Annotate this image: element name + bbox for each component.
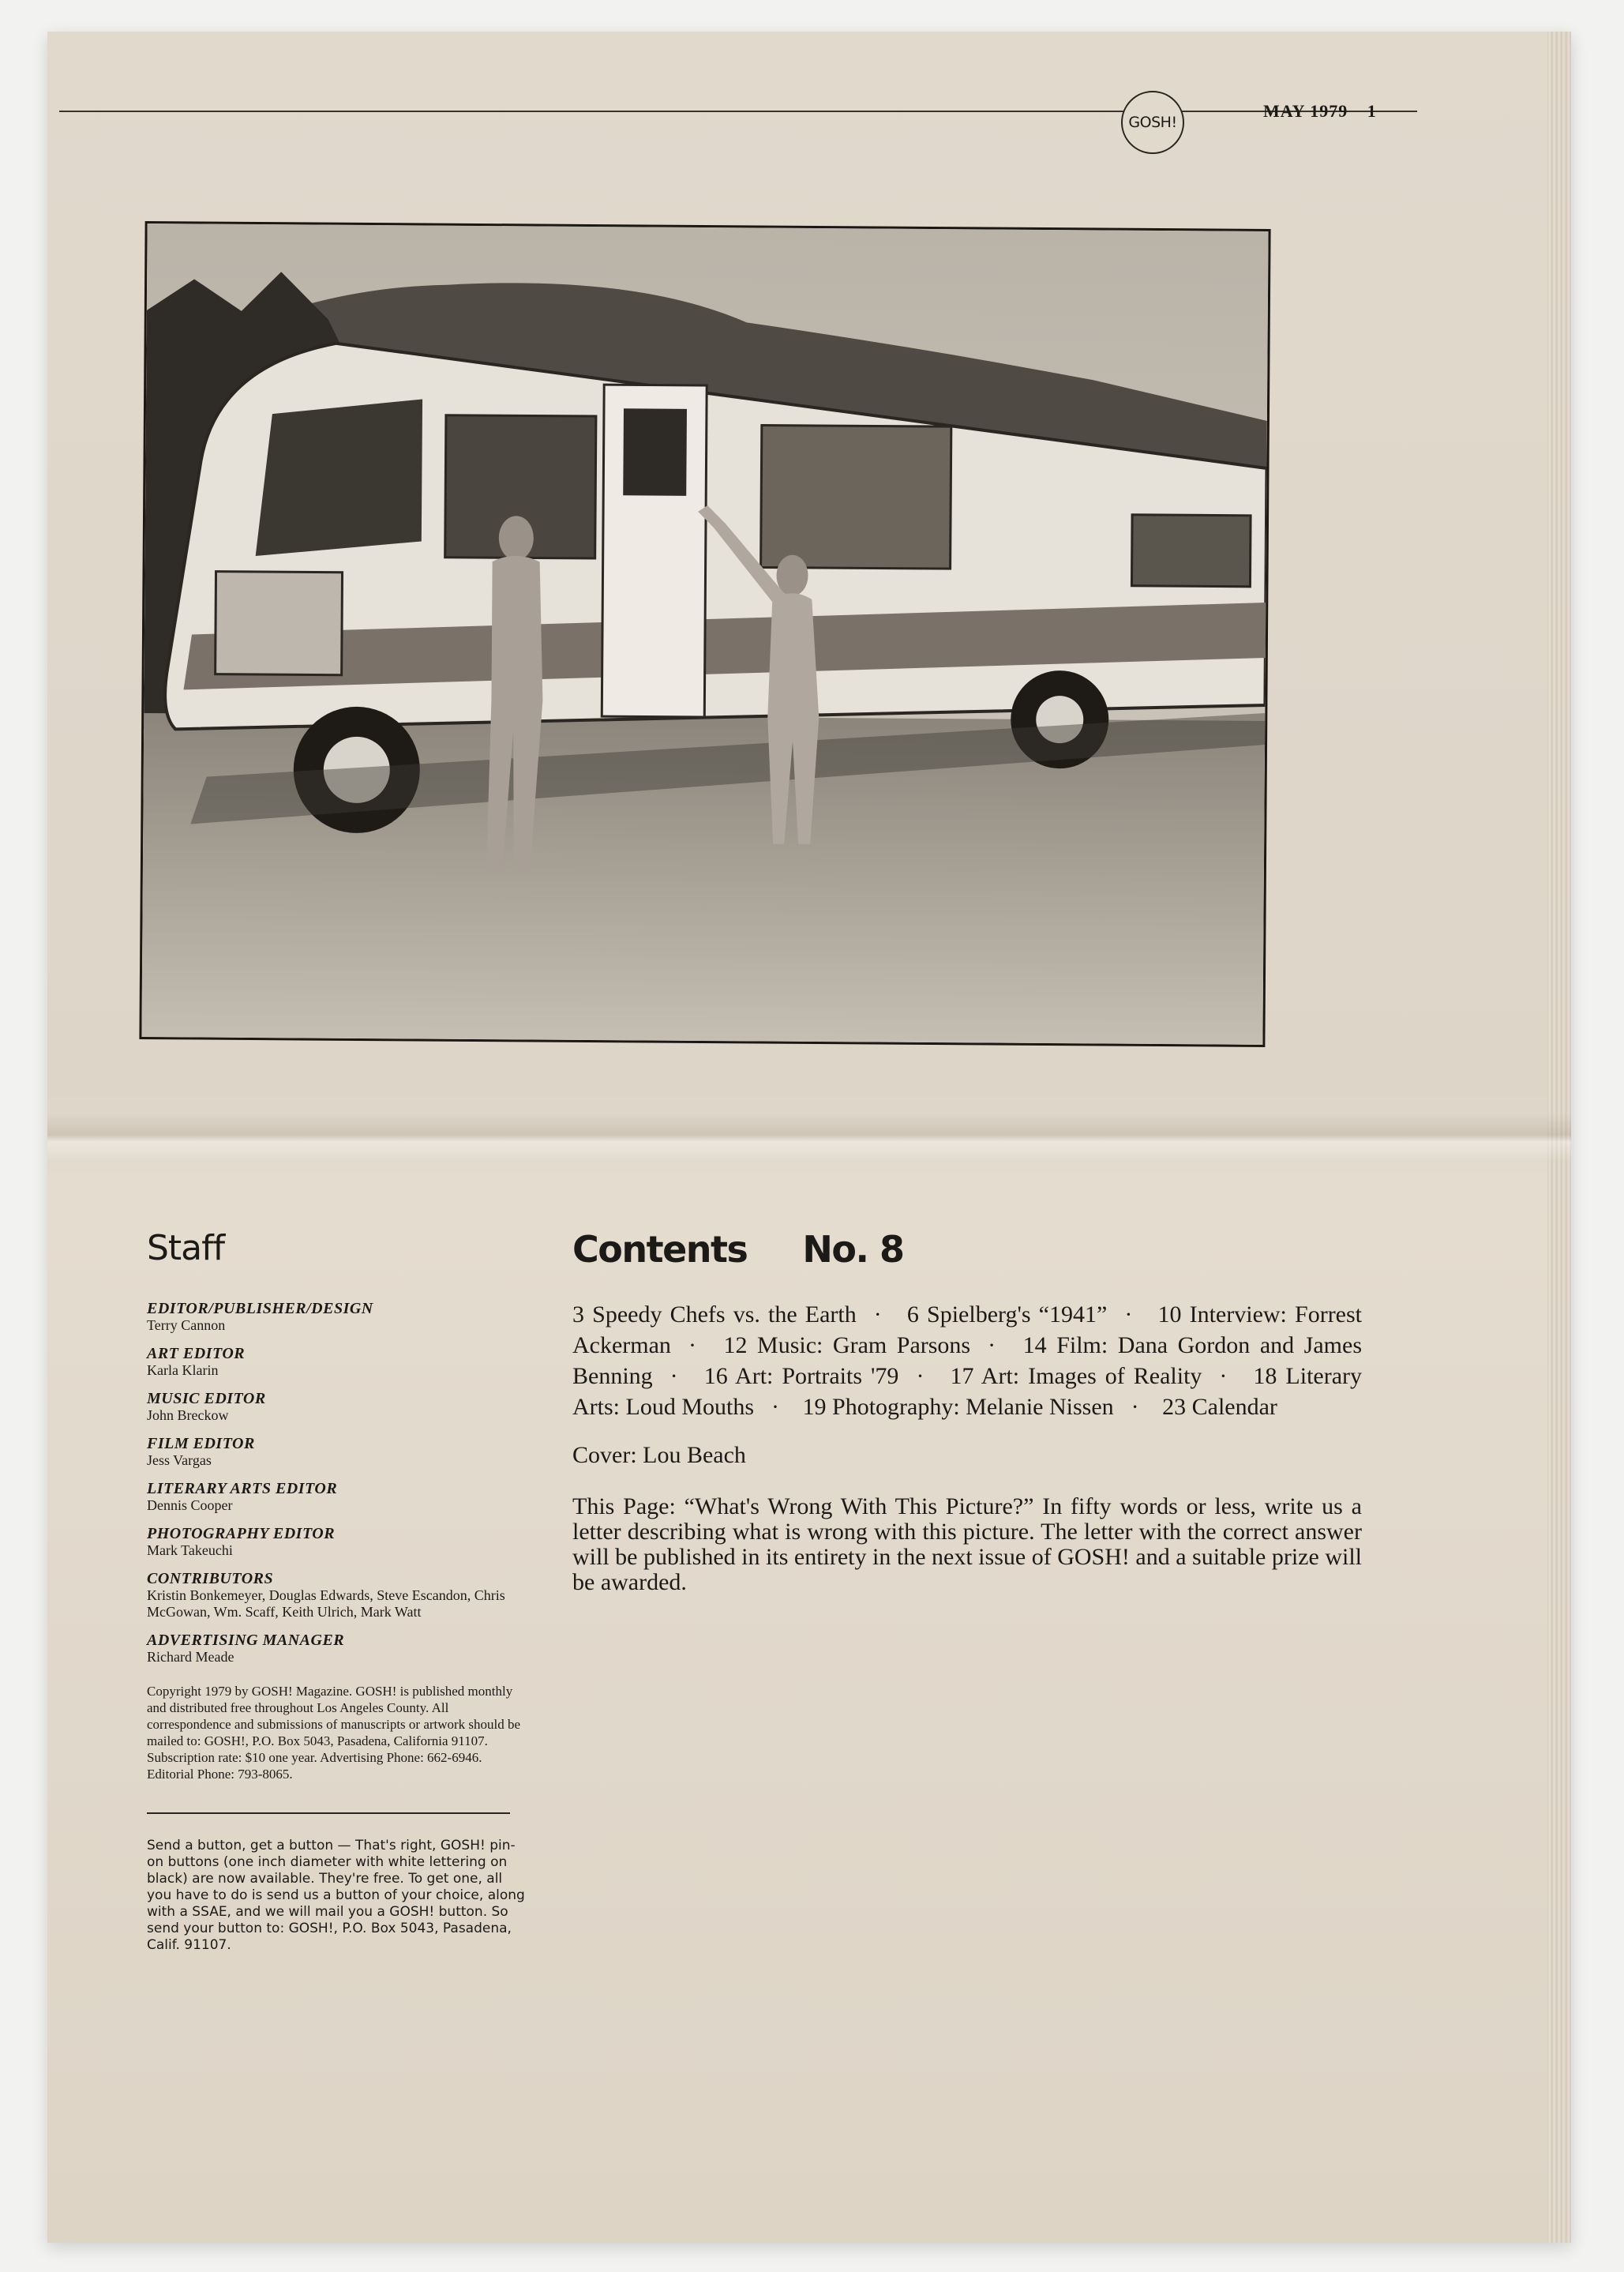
- gosh-logo: [1121, 91, 1184, 154]
- staff-entry: [147, 1300, 526, 1334]
- staff-entry: [147, 1480, 526, 1514]
- issue-number: No. 8: [802, 1228, 904, 1271]
- toc-item: 23 Calendar: [1162, 1394, 1277, 1420]
- toc-separator: ·: [771, 1394, 780, 1420]
- copyright-notice: Copyright 1979 by GOSH! Magazine. GOSH! is published monthly and distributed free throughout Los Angeles County. All correspondence and submissions of manuscripts or artwork should be mailed to: GOSH!, P.O. Box 5043, Pasadena, California 91107. Subscription rate: $10 one year. Advertising Phone: 662-6946. Editorial Phone: 793-8065.: [147, 1684, 521, 1782]
- toc-separator: ·: [916, 1363, 925, 1389]
- toc-item: 14 Film: Dana Gordon and James Benning: [572, 1332, 1362, 1389]
- staff-role: FILM EDITOR: [147, 1435, 255, 1452]
- toc-item: 19 Photography: Melanie Nissen: [802, 1394, 1114, 1420]
- staff-role: CONTRIBUTORS: [147, 1570, 274, 1587]
- staff-names: Mark Takeuchi: [147, 1542, 233, 1558]
- toc-separator: ·: [1124, 1301, 1133, 1328]
- header-rule: [59, 111, 1417, 112]
- toc-separator: ·: [1219, 1363, 1228, 1389]
- staff-column: [147, 1228, 526, 1954]
- staff-names: Kristin Bonkemeyer, Douglas Edwards, Steve Escandon, Chris McGowan, Wm. Scaff, Keith Ulrich, Mark Watt: [147, 1587, 505, 1620]
- photo-rv-desert-icon: [139, 221, 1270, 1047]
- staff-names: Terry Cannon: [147, 1317, 226, 1333]
- staff-role: MUSIC EDITOR: [147, 1390, 266, 1407]
- staff-role: EDITOR/PUBLISHER/DESIGN: [147, 1300, 373, 1317]
- page-number: 1: [1367, 101, 1377, 121]
- toc-item: 16 Art: Portraits '79: [703, 1363, 899, 1389]
- toc-item: 3 Speedy Chefs vs. the Earth: [572, 1301, 857, 1328]
- button-offer-note: Send a button, get a button — That's right, GOSH! pin-on buttons (one inch diameter with white lettering on black) are now available. They're free. To get one, all you have to do is send us a button of your choice, along with a SSAE, and we will mail you a GOSH! button. So send your button to: GOSH!, P.O. Box 5043, Pasadena, Calif. 91107.: [147, 1838, 525, 1953]
- staff-names: Dennis Cooper: [147, 1497, 233, 1513]
- staff-entry: [147, 1435, 526, 1469]
- logo-text: GOSH!: [1128, 114, 1177, 131]
- toc-item: 18 Literary Arts: Loud Mouths: [572, 1363, 1363, 1420]
- toc-item: 12 Music: Gram Parsons: [723, 1332, 971, 1358]
- staff-entry: [147, 1390, 526, 1424]
- staff-entry: [147, 1525, 526, 1559]
- this-page-caption: This Page: “What's Wrong With This Picture?” In fifty words or less, write us a letter describing what is wrong with this picture. The letter with the correct answer will be published in its entirety in the next issue of GOSH! and a suitable prize will be awarded.: [572, 1493, 1362, 1595]
- contents-title: Contents: [572, 1228, 748, 1271]
- staff-names: Richard Meade: [147, 1649, 234, 1665]
- toc-separator: ·: [688, 1332, 696, 1358]
- staff-title: Staff: [147, 1228, 225, 1268]
- table-of-contents: [572, 1299, 1362, 1422]
- toc-item: 6 Spielberg's “1941”: [906, 1301, 1108, 1328]
- page-fold: [47, 1113, 1571, 1161]
- staff-entry: [147, 1632, 526, 1666]
- staff-role: PHOTOGRAPHY EDITOR: [147, 1525, 336, 1542]
- staff-entry: [147, 1345, 526, 1379]
- toc-separator: ·: [669, 1363, 678, 1389]
- toc-separator: ·: [1131, 1394, 1139, 1420]
- contents-heading: [572, 1228, 1362, 1271]
- staff-names: John Breckow: [147, 1407, 229, 1423]
- staff-names: Karla Klarin: [147, 1362, 219, 1378]
- staff-entry: [147, 1570, 526, 1620]
- toc-item: 17 Art: Images of Reality: [950, 1363, 1202, 1389]
- issue-date: MAY 1979: [1263, 101, 1348, 121]
- cover-credit: Cover: Lou Beach: [572, 1442, 746, 1468]
- staff-names: Jess Vargas: [147, 1452, 212, 1468]
- staff-role: LITERARY ARTS EDITOR: [147, 1480, 338, 1497]
- toc-separator: ·: [873, 1301, 882, 1328]
- header-date-line: [1263, 101, 1377, 122]
- staff-role: ADVERTISING MANAGER: [147, 1632, 345, 1649]
- staff-role: ART EDITOR: [147, 1345, 246, 1362]
- divider: [147, 1812, 510, 1814]
- toc-separator: ·: [988, 1332, 996, 1358]
- contents-column: [572, 1228, 1362, 1595]
- toc-item: 10 Interview: Forrest Ackerman: [572, 1301, 1363, 1358]
